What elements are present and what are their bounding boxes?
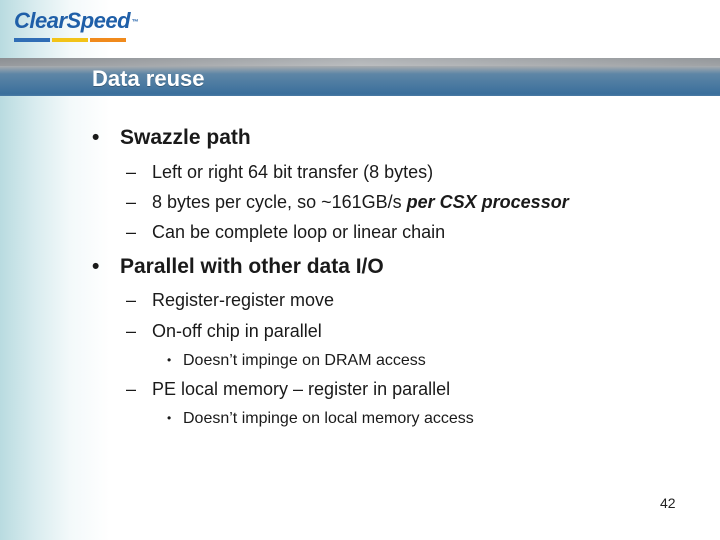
- dot-marker: •: [167, 353, 172, 367]
- sub-bullet-loop: [126, 221, 445, 243]
- dash-marker: –: [126, 379, 137, 399]
- bullet-text: Parallel with other data I/O: [120, 255, 384, 278]
- sub-bullet-text: Left or right 64 bit transfer (8 bytes): [152, 162, 434, 182]
- sub-bullet-pe-local-memory: [126, 378, 450, 400]
- sub-sub-bullet-text: Doesn’t impinge on local memory access: [183, 410, 474, 427]
- sub-sub-bullet-text: Doesn’t impinge on DRAM access: [183, 352, 426, 369]
- slide-title: Data reuse: [92, 66, 205, 91]
- sub-bullet-text: Can be complete loop or linear chain: [152, 222, 446, 242]
- dash-marker: –: [126, 290, 137, 310]
- sub-sub-bullet-dram: [167, 350, 426, 371]
- dot-marker: •: [167, 411, 172, 425]
- logo-wordmark: ClearSpeed: [14, 8, 131, 33]
- page-number: 42: [660, 495, 676, 511]
- dash-marker: –: [126, 222, 137, 242]
- bullet-marker: •: [92, 126, 100, 149]
- sub-bullet-text: PE local memory – register in parallel: [152, 379, 451, 399]
- logo-trademark: ™: [131, 19, 139, 26]
- dash-marker: –: [126, 162, 137, 182]
- sub-bullet-text: On-off chip in parallel: [152, 321, 322, 341]
- emphasis-text: per CSX processor: [406, 192, 569, 212]
- dash-marker: –: [126, 192, 137, 212]
- bullet-marker: •: [92, 255, 100, 278]
- sub-bullet-register-move: [126, 289, 334, 311]
- sub-bullet-bandwidth: [126, 191, 569, 213]
- bullet-parallel-io: [92, 255, 384, 279]
- sub-sub-bullet-local-memory: [167, 408, 474, 429]
- sub-bullet-text: Register-register move: [152, 290, 335, 310]
- dash-marker: –: [126, 321, 137, 341]
- sub-bullet-on-off-chip: [126, 320, 322, 342]
- sub-bullet-transfer: [126, 161, 433, 183]
- sub-bullet-text: 8 bytes per cycle, so ~161GB/s: [152, 192, 407, 212]
- bullet-swazzle-path: [92, 126, 251, 150]
- bullet-text: Swazzle path: [120, 126, 251, 149]
